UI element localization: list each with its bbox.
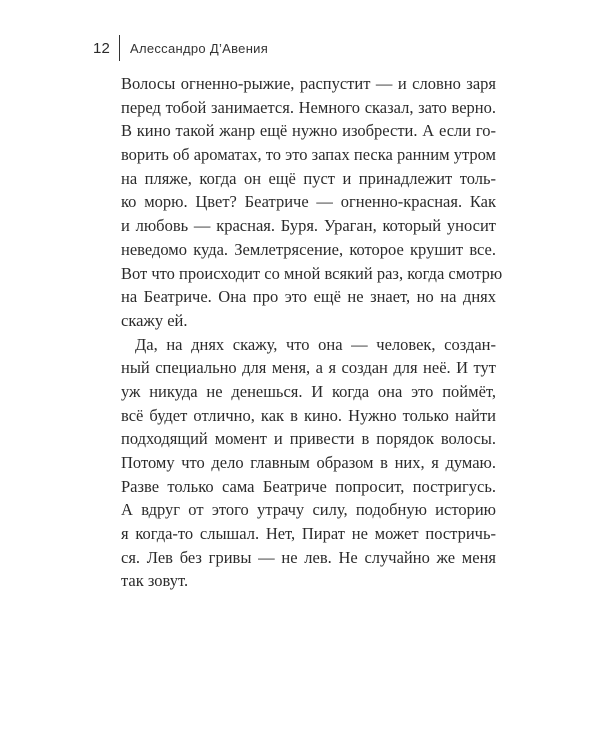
text-line: неведомо куда. Землетрясение, которое крушит все. [121,239,496,259]
text-line: скажу ей. [121,310,188,330]
text-line: я когда-то слышал. Нет, Пират не может постричь- [121,524,496,544]
running-head-author: Алессандро Д’Авения [130,40,269,56]
text-line: на пляже, когда он ещё пуст и принадлежит толь- [121,168,496,188]
text-line: Потому что дело главным образом в них, я думаю. [121,453,496,472]
text-line: ко морю. Цвет? Беатриче — огненно-красная. Как [121,192,496,212]
text-line: уж никуда не денешься. И когда она это поймёт, [121,381,496,401]
text-line: Волосы огненно-рыжие, распустит — и словно заря [121,74,496,93]
page-number: 12 [93,39,111,57]
text-line: подходящий момент и привести в порядок волосы. [121,429,496,449]
running-head [93,36,268,60]
paragraph-first-line: Да, на днях скажу, что она — человек, создан- [135,334,496,354]
text-line: А вдруг от этого утрачу силу, подобную историю [121,500,496,520]
text-line: перед тобой занимается. Немного сказал, зато верно. [121,97,496,117]
text-line: так зовут. [121,571,189,591]
text-line: Вот что происходит со мной всякий раз, когда смотрю [121,263,503,283]
text-line: ворить об ароматах, то это запах песка ранним утром [121,145,496,165]
text-line: ный специально для меня, а я создан для неё. И тут [121,358,496,378]
text-line: всё будет отлично, как в кино. Нужно только найти [121,405,496,425]
text-line: ся. Лев без гривы — не лев. Не случайно же меня [121,547,496,567]
body-text [121,72,503,593]
text-line: и любовь — красная. Буря. Ураган, который уносит [121,216,496,236]
text-line: В кино такой жанр ещё нужно изобрести. А если го- [121,121,496,141]
header-divider [119,35,120,61]
text-line: Разве только сама Беатриче попросит, постригусь. [121,476,496,496]
text-line: на Беатриче. Она про это ещё не знает, но на днях [121,287,496,307]
